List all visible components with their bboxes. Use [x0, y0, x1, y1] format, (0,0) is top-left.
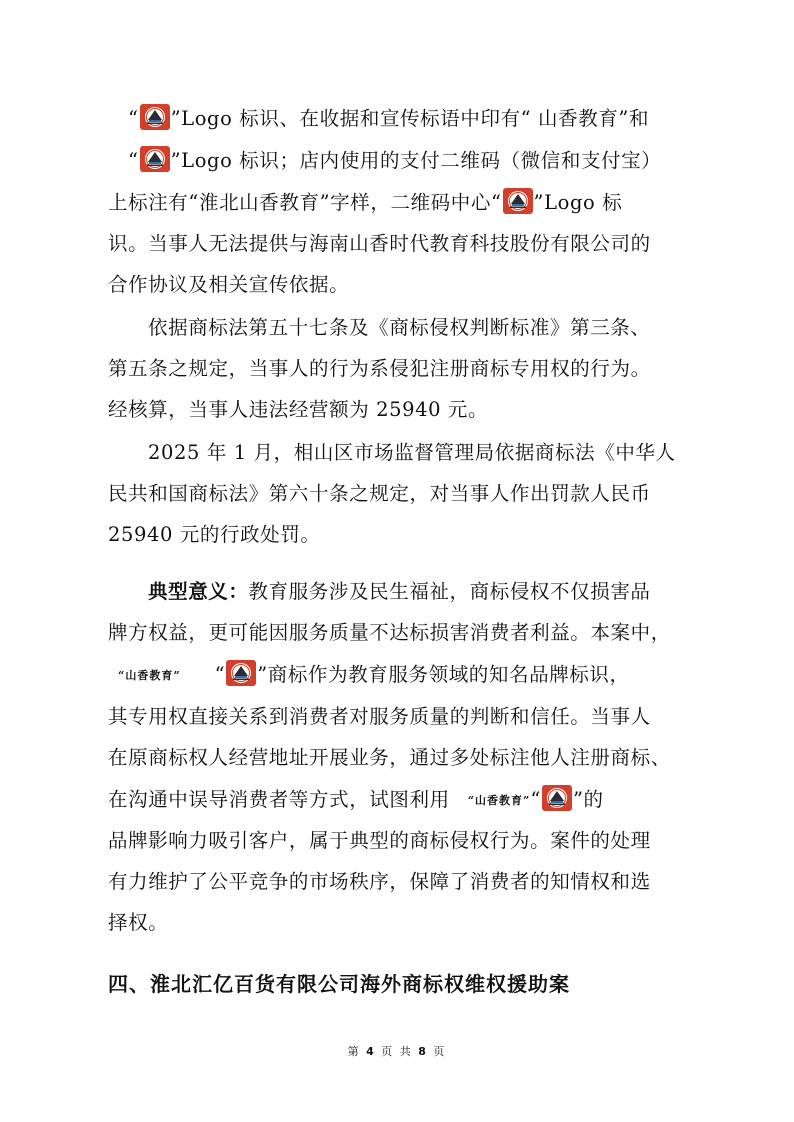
text: 上标注有“淮北山香教育”字样，二维码中心“: [108, 191, 502, 214]
text: ”的: [572, 788, 604, 811]
paragraph-1-line-2: [128, 146, 661, 176]
text: ”Logo 标: [533, 191, 623, 214]
paragraph-2-line-3: 经核算，当事人违法经营额为 25940 元。: [108, 398, 489, 421]
shanxiang-logo-icon: [542, 785, 572, 811]
text: 在沟通中误导消费者等方式，试图利用: [108, 788, 450, 811]
quote-open: “: [128, 107, 139, 130]
paragraph-3-line-2: 民共和国商标法》第六十条之规定，对当事人作出罚款人民币: [108, 482, 651, 505]
text: ”商标作为教育服务领域的知名品牌标识，: [257, 663, 630, 686]
paragraph-4-line-4: 其专用权直接关系到消费者对服务质量的判断和信任。当事人: [108, 705, 651, 728]
paragraph-2-line-2: 第五条之规定，当事人的行为系侵犯注册商标专用权的行为。: [108, 357, 651, 380]
paragraph-3-line-1: 2025 年 1 月，相山区市场监督管理局依据商标法《中华人: [148, 441, 676, 464]
section-heading: 四、淮北汇亿百货有限公司海外商标权维权援助案: [108, 972, 570, 996]
shanxiang-logo-icon: [140, 104, 170, 130]
current-page-number: 4: [366, 1045, 376, 1058]
paragraph-3-line-3: 25940 元的行政处罚。: [108, 523, 321, 546]
paragraph-1-line-1: [128, 104, 649, 134]
shanxiang-logo-icon: [140, 146, 170, 172]
shanxiang-logo-icon: [503, 188, 533, 214]
paragraph-4-line-7: 品牌影响力吸引客户，属于典型的商标侵权行为。案件的处理: [108, 829, 651, 852]
paragraph-4-line-3: [118, 660, 630, 691]
paragraph-4-line-9: 择权。: [108, 911, 169, 934]
text: ”Logo 标识；店内使用的支付二维码（微信和支付宝）: [170, 149, 662, 172]
quote-open: “: [530, 788, 541, 811]
paragraph-1-line-3: [108, 188, 622, 218]
typical-significance-label: 典型意义：: [148, 580, 249, 603]
paragraph-4-line-2: 牌方权益，更可能因服务质量不达标损害消费者利益。本案中，: [108, 621, 671, 644]
paragraph-1-line-4: 识。当事人无法提供与海南山香时代教育科技股份有限公司的: [108, 232, 651, 255]
quote-open: “: [128, 149, 139, 172]
shanxiang-text-mark: “山香教育”: [118, 669, 181, 682]
paragraph-4-line-5: 在原商标权人经营地址开展业务，通过多处标注他人注册商标、: [108, 746, 671, 769]
shanxiang-text-mark: “山香教育”: [467, 794, 531, 807]
paragraph-4-line-6: [108, 785, 604, 816]
paragraph-2-line-1: 依据商标法第五十七条及《商标侵权判断标准》第三条、: [148, 316, 651, 339]
text: ”Logo 标识、在收据和宣传标语中印有“ 山香教育”和: [170, 107, 650, 130]
quote-open: “: [214, 663, 226, 686]
paragraph-1-line-5: 合作协议及相关宣传依据。: [108, 273, 350, 296]
page-footer: 第 4 页 共 8 页: [347, 1045, 447, 1058]
text: 教育服务涉及民生福祉，商标侵权不仅损害品: [248, 580, 651, 603]
paragraph-4-line-1: [148, 577, 651, 607]
paragraph-4-line-8: 有力维护了公平竞争的市场秩序，保障了消费者的知情权和选: [108, 870, 651, 893]
total-page-number: 8: [418, 1045, 428, 1058]
shanxiang-logo-icon: [226, 660, 256, 686]
